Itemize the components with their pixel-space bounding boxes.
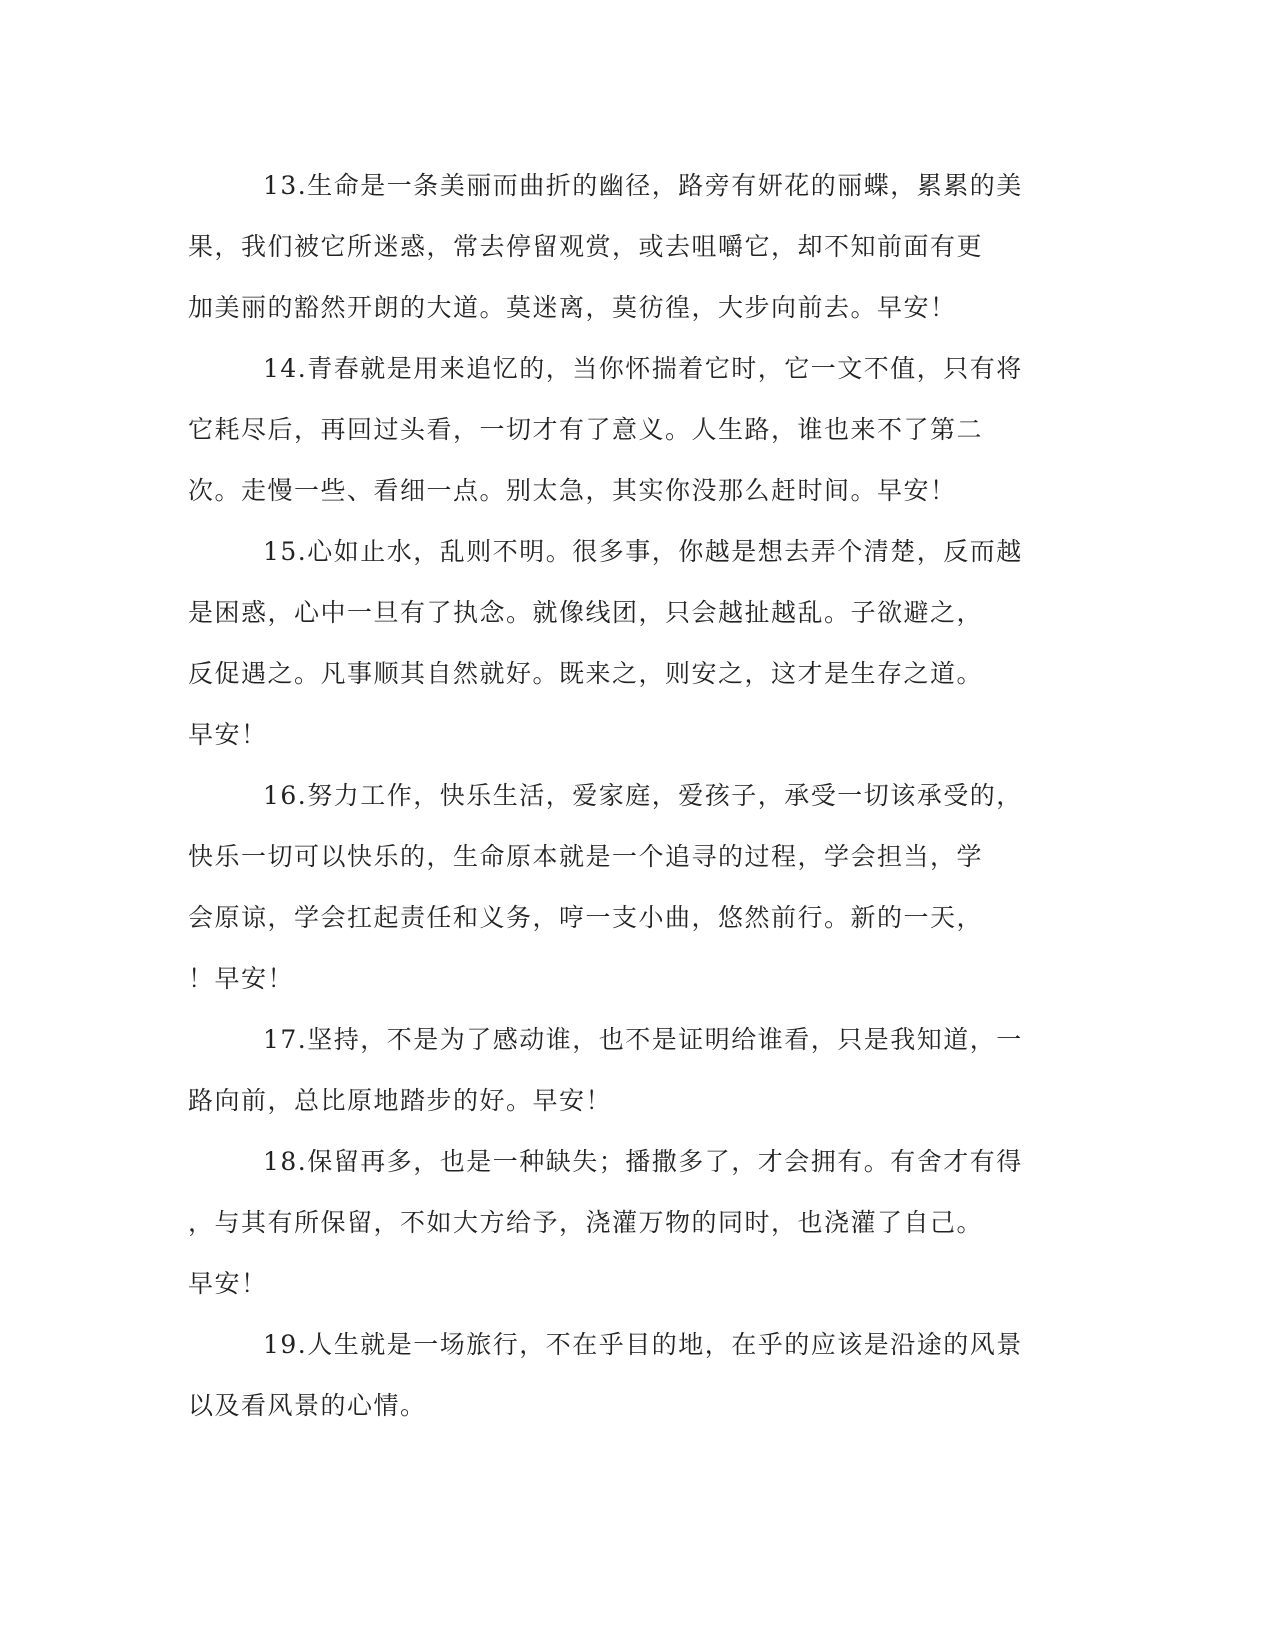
paragraph-13	[188, 155, 1088, 338]
text-line: 13.生命是一条美丽而曲折的幽径，路旁有妍花的丽蝶，累累的美	[263, 171, 1023, 200]
text-line: 19.人生就是一场旅行，不在乎目的地，在乎的应该是沿途的风景	[263, 1330, 1023, 1359]
text-line: 果，我们被它所迷惑，常去停留观赏，或去咀嚼它，却不知前面有更	[188, 232, 984, 261]
text-line: 16.努力工作，快乐生活，爱家庭，爱孩子，承受一切该承受的，	[263, 781, 1023, 810]
text-line: 会原谅，学会扛起责任和义务，哼一支小曲，悠然前行。新的一天，	[188, 903, 984, 932]
paragraph-14	[188, 338, 1088, 521]
text-line: 路向前，总比原地踏步的好。早安！	[188, 1086, 613, 1115]
text-line: 是困惑，心中一旦有了执念。就像线团，只会越扯越乱。子欲避之，	[188, 598, 984, 627]
text-line: 加美丽的豁然开朗的大道。莫迷离，莫彷徨，大步向前去。早安！	[188, 293, 957, 322]
text-line: 它耗尽后，再回过头看，一切才有了意义。人生路，谁也来不了第二	[188, 415, 984, 444]
text-line: 以及看风景的心情。	[188, 1391, 427, 1420]
text-line: 18.保留再多，也是一种缺失；播撒多了，才会拥有。有舍才有得	[263, 1147, 1023, 1176]
text-line: 14.青春就是用来追忆的，当你怀揣着它时，它一文不值，只有将	[263, 354, 1023, 383]
text-line: 次。走慢一些、看细一点。别太急，其实你没那么赶时间。早安！	[188, 476, 957, 505]
text-line: 快乐一切可以快乐的，生命原本就是一个追寻的过程，学会担当，学	[188, 842, 984, 871]
text-line: 早安！	[188, 720, 268, 749]
text-line: ，与其有所保留，不如大方给予，浇灌万物的同时，也浇灌了自己。	[188, 1208, 984, 1237]
paragraph-16	[188, 765, 1088, 1009]
paragraph-17	[188, 1009, 1088, 1131]
paragraph-18	[188, 1131, 1088, 1314]
text-line: 反促遇之。凡事顺其自然就好。既来之，则安之，这才是生存之道。	[188, 659, 984, 688]
text-line: ！早安！	[188, 964, 295, 993]
text-line: 15.心如止水，乱则不明。很多事，你越是想去弄个清楚，反而越	[263, 537, 1023, 566]
text-line: 早安！	[188, 1269, 268, 1298]
paragraph-19	[188, 1314, 1088, 1436]
document-body	[188, 155, 1088, 1436]
text-line: 17.坚持，不是为了感动谁，也不是证明给谁看，只是我知道，一	[263, 1025, 1023, 1054]
paragraph-15	[188, 521, 1088, 765]
